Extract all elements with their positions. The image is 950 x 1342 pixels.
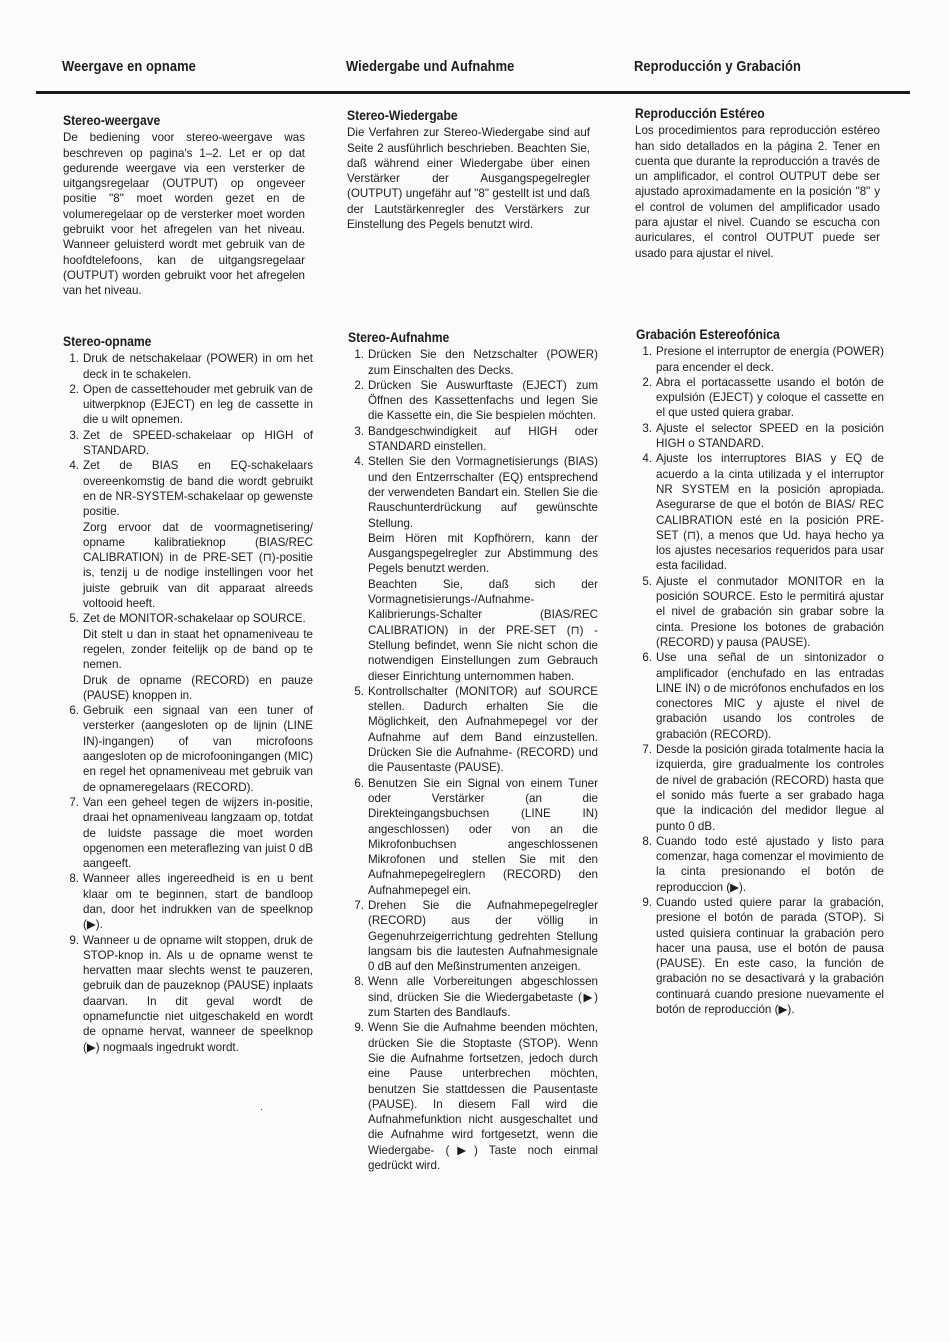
step-note: Dit stelt u dan in staat het opnameniveau te regelen, zonder feitelijk op de band op te nemen. Druk de opname (RECORD) en pauze (PAUSE) knoppen in. <box>83 627 313 702</box>
list-item: 7. Drehen Sie die Aufnahmepegelregler (RECORD) aus der völlig in Gegenuhrzeigerrichtung gedrehten Stellung langsam bis die lautesten Aufnahmesignale 0 dB auf den Meßinstrumenten anzeigen. <box>354 898 598 974</box>
es-record-section <box>636 327 884 1017</box>
list-item: 3. Bandgeschwindigkeit auf HIGH oder STANDARD einstellen. <box>354 424 598 454</box>
list-item: 6. Gebruik een signaal van een tuner of versterker (aangesloten op de lijnin (LINE IN)-ingangen) of van microfoons aangesloten op de microfooningangen (MIC) en regel het opnameniveau met gebruik van de opnameregelaars (RECORD). <box>69 704 313 794</box>
list-item: 6. Use una señal de un sintonizador o amplificador (enchufado en las entradas LINE IN) o de micrófonos enchufados en los conectores MIC y ajuste el nivel de grabación usando los controles de grabación (RECORD). <box>642 651 884 741</box>
speck: · <box>260 1104 264 1115</box>
list-item: 4. Zet de BIAS en EQ-schakelaars overeenkomstig de band die wordt gebruikt en de NR-SYSTEM-schakelaar op gewenste positie. <box>69 459 313 519</box>
list-item: 1. Drücken Sie den Netzschalter (POWER) zum Einschalten des Decks. <box>354 348 598 377</box>
de-playback-section <box>347 108 590 232</box>
list-item: 5. Ajuste el conmutador MONITOR en la posición SOURCE. Esto le permitirá ajustar el nivel de grabación sin grabar sobre la cinta. Presione los botones de grabación (RECORD) y pausa (PAUSE). <box>642 574 884 649</box>
list-item: 9. Wenn Sie die Aufnahme beenden möchten, drücken Sie die Stoptaste (STOP). Wenn Sie die Aufnahme fortsetzen, jedoch durch eine Pause unterbrechen möchten, benutzen Sie stattdessen die Pausentaste (PAUSE). In diesem Fall wird die Aufnahmefunktion nicht ausgeschaltet und die Aufnahme wird fortgesetzt, wenn die Wiedergabe- (▶) Taste noch einmal gedrückt wird. <box>354 1021 598 1173</box>
nl-record-steps <box>63 351 313 1055</box>
de-playback-title: Stereo-Wiedergabe <box>347 108 458 123</box>
list-item: 8. Wanneer alles ingereedheid is en u bent klaar om te beginnen, start de bandloop dan, door het indrukken van de speelknop (▶). <box>69 872 313 932</box>
list-item: 5. Zet de MONITOR-schakelaar op SOURCE. <box>69 612 306 626</box>
list-item: 9. Cuando usted quiere parar la grabación, presione el botón de parada (STOP). Si usted quisiera continuar la grabación pero hacer una pausa, use el botón de pausa (PAUSE). En este caso, la función de grabación no se desactivará y la grabación continuará cuando presione nuevamente el botón de reproducción (▶). <box>642 895 884 1017</box>
nl-playback-text: De bediening voor stereo-weergave was beschreven op pagina's 1–2. Let er op dat gedurende weergave via een versterker de uitgangsregelaar (OUTPUT) op ongeveer positie "8" moet worden gezet en de volumeregelaar op de versterker moet worden gebruikt voor het afregelen van het niveau. Wanneer geluisterd wordt met gebruik van de hoofdtelefoons, kan de uitgangsregelaar (OUTPUT) worden gebruikt voor het afregelen van het niveau. <box>63 131 305 298</box>
list-item: 8. Cuando todo esté ajustado y listo para comenzar, haga comenzar el movimiento de la cinta presionando el botón de reproduccion (▶). <box>642 834 884 894</box>
list-item: 7. Van een geheel tegen de wijzers in-positie, draai het opnameniveau langzaam op, totdat de luidste passage die moet worden opgenomen een meteraflezing van juist 0 dB aangeeft. <box>69 795 313 871</box>
list-item: 8. Wenn alle Vorbereitungen abgeschlossen sind, drücken Sie die Wiedergabetaste (▶) zum Starten des Bandlaufs. <box>354 975 598 1020</box>
de-playback-text: Die Verfahren zur Stereo-Wiedergabe sind auf Seite 2 ausführlich beschrieben. Beachten Sie, daß während einer Wiedergabe über einen Verstärker der Ausgangspegelregler (OUTPUT) ungefähr auf "8" gestellt ist und daß der Lautstärkenregler des Verstärkers zur Einstellung des Pegels benutzt wird. <box>347 126 590 232</box>
header-rule <box>36 91 910 94</box>
es-record-steps <box>636 344 884 1017</box>
list-item: 2. Drücken Sie Auswurftaste (EJECT) zum Öffnen des Kassettenfachs und legen Sie die Kassette ein, die Sie bespielen möchten. <box>354 378 598 423</box>
nl-playback-title: Stereo-weergave <box>63 113 161 128</box>
step-note: Beim Hören mit Kopfhörern, kann der Ausgangspegelregler zur Abstimmung des Pegels benutzt werden. Beachten Sie, daß sich der Vormagnetisierungs-/Aufnahme-Kalibrierungs-Schalter (BIAS/REC CALIBRATION) in der PRE-SET (⊓) -Stellung befindet, wenn Sie nicht schon die notwendigen Einstellungen zum Gebrauch dieser Einrichtung unternommen haben. <box>368 531 598 683</box>
list-item: 6. Benutzen Sie ein Signal von einem Tuner oder Verstärker (an die Direkteingangsbuchsen (LINE IN) angeschlossen) oder von an die Mikrofonbuchsen angeschlossenen Mikrofonen und stellen Sie mit den Aufnahmepegelreglern (RECORD) den Aufnahmepegel ein. <box>354 776 598 897</box>
es-playback-section <box>635 106 880 261</box>
de-record-section <box>348 330 598 1173</box>
header-dutch: Weergave en opname <box>62 58 196 75</box>
de-record-title: Stereo-Aufnahme <box>348 330 450 345</box>
list-item: 5. Kontrollschalter (MONITOR) auf SOURCE stellen. Dadurch erhalten Sie die Möglichkeit, den Aufnahmepegel vor der Aufnahme auf dem Band einzustellen. Drücken Sie die Aufnahme- (RECORD) und die Pausentaste (PAUSE). <box>354 684 598 775</box>
de-record-steps <box>348 347 598 1173</box>
list-item: 7. Desde la posición girada totalmente hacia la izquierda, gire gradualmente los controles de nivel de grabación (RECORD) hasta que el sonido más fuerte a ser grabado haga que la indicación del medidor llegue al punto 0 dB. <box>642 743 884 833</box>
nl-record-section <box>63 334 313 1055</box>
list-item: 3. Ajuste el selector SPEED en la posición HIGH o STANDARD. <box>642 421 884 451</box>
es-playback-title: Reproducción Estéreo <box>635 106 765 121</box>
list-item: 2. Abra el portacassette usando el botón de expulsión (EJECT) y coloque el cassette en el que usted quiera grabar. <box>642 375 884 420</box>
es-record-title: Grabación Estereofónica <box>636 327 780 342</box>
header-german: Wiedergabe und Aufnahme <box>346 58 515 75</box>
nl-record-title: Stereo-opname <box>63 334 152 349</box>
list-item: 9. Wanneer u de opname wilt stoppen, druk de STOP-knop in. Als u de opname wenst te hervatten maar slechts wenst te pauzeren, gebruik dan de pauzeknop (PAUSE) inplaats daarvan. In dit geval wordt de opnamefunctie niet uitgeschakeld en wordt de opname hervat, wanneer de speelknop (▶) nogmaals ingedrukt wordt. <box>69 933 313 1054</box>
list-item: 4. Ajuste los interruptores BIAS y EQ de acuerdo a la cinta utilizada y el interruptor NR SYSTEM en la posición apropiada. Asegurarse de que el botón de BIAS/ REC CALIBRATION esté en la posición PRE-SET (⊓), a menos que Ud. haya hecho ya los ajustes necesarios requeridos para usar esta facilidad. <box>642 452 884 573</box>
list-item: 1. Druk de netschakelaar (POWER) in om het deck in te schakelen. <box>69 352 313 381</box>
list-item: 3. Zet de SPEED-schakelaar op HIGH of STANDARD. <box>69 428 313 458</box>
list-item: 2. Open de cassettehouder met gebruik van de uitwerpknop (EJECT) en leg de cassette in die u wilt opnemen. <box>69 382 313 427</box>
list-item: 1. Presione el interruptor de energía (POWER) para encender el deck. <box>642 345 884 374</box>
step-note: Zorg ervoor dat de voormagnetisering/ opname kalibratieknop (BIAS/REC CALIBRATION) in de PRE-SET (⊓)-positie is, tenzij u de nodige instellingen voor het juiste gebruik van dit apparaat alreeds voltooid heeft. <box>83 520 313 611</box>
nl-playback-section <box>63 113 305 299</box>
es-playback-text: Los procedimientos para reproducción estéreo han sido detallados en la página 2. Tener en cuenta que durante la reproducción a través de un amplificador, el control OUTPUT debe ser ajustado aproximadamente en la posición "8" y el control de volumen del amplificador usado para ajustar el nivel. Cuando se escucha con auriculares, el control OUTPUT puede ser usado para ajustar el nivel. <box>635 124 880 260</box>
list-item: 4. Stellen Sie den Vormagnetisierungs (BIAS) und den Entzerrschalter (EQ) entsprechend der verwendeten Bandart ein. Stellen Sie die Rauschunterdrückung auf gewünschte Stellung. <box>354 455 598 530</box>
header-spanish: Reproducción y Grabación <box>634 58 801 75</box>
